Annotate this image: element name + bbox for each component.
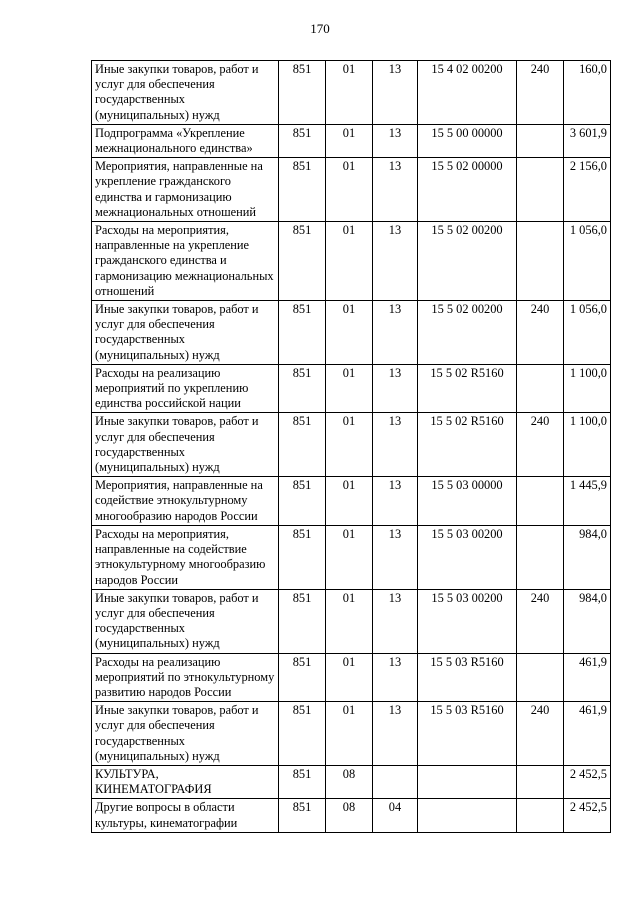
- cell-target-article: 15 4 02 00200: [418, 61, 517, 125]
- page-number: 170: [310, 21, 330, 36]
- cell-subsection: 13: [373, 589, 418, 653]
- cell-name: Мероприятия, направленные на укрепление гражданского единства и гармонизацию межнациональных отношений: [92, 158, 279, 222]
- cell-expense-type: 240: [517, 589, 564, 653]
- cell-grbs: 851: [279, 364, 326, 413]
- cell-section: 01: [326, 158, 373, 222]
- cell-amount: 1 100,0: [564, 413, 611, 477]
- cell-subsection: 04: [373, 799, 418, 832]
- cell-amount: 160,0: [564, 61, 611, 125]
- cell-section: 01: [326, 702, 373, 766]
- cell-subsection: 13: [373, 702, 418, 766]
- cell-amount: 2 452,5: [564, 799, 611, 832]
- cell-target-article: 15 5 03 00000: [418, 477, 517, 526]
- cell-subsection: 13: [373, 301, 418, 365]
- cell-target-article: 15 5 03 00200: [418, 525, 517, 589]
- cell-target-article: 15 5 03 R5160: [418, 653, 517, 702]
- table-row: [92, 799, 611, 832]
- cell-grbs: 851: [279, 799, 326, 832]
- cell-grbs: 851: [279, 765, 326, 798]
- table-row: [92, 61, 611, 125]
- cell-section: 01: [326, 525, 373, 589]
- cell-target-article: 15 5 02 R5160: [418, 413, 517, 477]
- cell-subsection: 13: [373, 364, 418, 413]
- cell-amount: 984,0: [564, 589, 611, 653]
- cell-subsection: 13: [373, 477, 418, 526]
- table-row: [92, 124, 611, 157]
- cell-name: Иные закупки товаров, работ и услуг для обеспечения государственных (муниципальных) нужд: [92, 61, 279, 125]
- cell-name: Иные закупки товаров, работ и услуг для обеспечения государственных (муниципальных) нужд: [92, 589, 279, 653]
- cell-amount: 461,9: [564, 702, 611, 766]
- budget-table: [91, 60, 611, 833]
- table-row: [92, 653, 611, 702]
- cell-subsection: [373, 765, 418, 798]
- cell-amount: 2 156,0: [564, 158, 611, 222]
- cell-subsection: 13: [373, 222, 418, 301]
- cell-section: 01: [326, 589, 373, 653]
- cell-subsection: 13: [373, 158, 418, 222]
- table-row: [92, 364, 611, 413]
- cell-name: Расходы на реализацию мероприятий по укреплению единства российской нации: [92, 364, 279, 413]
- cell-expense-type: [517, 364, 564, 413]
- cell-grbs: 851: [279, 413, 326, 477]
- cell-name: Расходы на мероприятия, направленные на содействие этнокультурному многообразию народов России: [92, 525, 279, 589]
- cell-expense-type: 240: [517, 413, 564, 477]
- cell-expense-type: [517, 477, 564, 526]
- cell-amount: 1 445,9: [564, 477, 611, 526]
- cell-section: 01: [326, 301, 373, 365]
- cell-expense-type: [517, 653, 564, 702]
- cell-grbs: 851: [279, 477, 326, 526]
- budget-table-body: [92, 61, 611, 833]
- cell-amount: 984,0: [564, 525, 611, 589]
- cell-grbs: 851: [279, 222, 326, 301]
- cell-target-article: 15 5 02 00200: [418, 301, 517, 365]
- cell-grbs: 851: [279, 525, 326, 589]
- cell-target-article: 15 5 03 R5160: [418, 702, 517, 766]
- cell-subsection: 13: [373, 413, 418, 477]
- table-row: [92, 477, 611, 526]
- cell-amount: 1 056,0: [564, 222, 611, 301]
- cell-section: 01: [326, 653, 373, 702]
- cell-subsection: 13: [373, 124, 418, 157]
- cell-subsection: 13: [373, 525, 418, 589]
- cell-name: Расходы на мероприятия, направленные на укрепление гражданского единства и гармонизацию межнациональных отношений: [92, 222, 279, 301]
- cell-section: 01: [326, 364, 373, 413]
- cell-name: Иные закупки товаров, работ и услуг для обеспечения государственных (муниципальных) нужд: [92, 301, 279, 365]
- table-row: [92, 413, 611, 477]
- cell-subsection: 13: [373, 653, 418, 702]
- cell-section: 08: [326, 765, 373, 798]
- table-row: [92, 525, 611, 589]
- cell-grbs: 851: [279, 589, 326, 653]
- cell-target-article: [418, 799, 517, 832]
- cell-section: 01: [326, 124, 373, 157]
- cell-amount: 1 056,0: [564, 301, 611, 365]
- table-row: [92, 222, 611, 301]
- cell-expense-type: [517, 799, 564, 832]
- cell-name: КУЛЬТУРА, КИНЕМАТОГРАФИЯ: [92, 765, 279, 798]
- cell-expense-type: 240: [517, 301, 564, 365]
- cell-expense-type: [517, 525, 564, 589]
- cell-target-article: 15 5 02 00200: [418, 222, 517, 301]
- cell-grbs: 851: [279, 702, 326, 766]
- cell-amount: 461,9: [564, 653, 611, 702]
- cell-amount: 1 100,0: [564, 364, 611, 413]
- cell-expense-type: [517, 158, 564, 222]
- cell-amount: 3 601,9: [564, 124, 611, 157]
- cell-section: 01: [326, 61, 373, 125]
- cell-grbs: 851: [279, 301, 326, 365]
- cell-target-article: 15 5 02 R5160: [418, 364, 517, 413]
- cell-name: Иные закупки товаров, работ и услуг для обеспечения государственных (муниципальных) нужд: [92, 702, 279, 766]
- cell-section: 01: [326, 413, 373, 477]
- cell-target-article: 15 5 00 00000: [418, 124, 517, 157]
- cell-amount: 2 452,5: [564, 765, 611, 798]
- cell-name: Подпрограмма «Укрепление межнационального единства»: [92, 124, 279, 157]
- cell-grbs: 851: [279, 653, 326, 702]
- cell-grbs: 851: [279, 158, 326, 222]
- table-row: [92, 301, 611, 365]
- cell-expense-type: [517, 765, 564, 798]
- cell-section: 01: [326, 222, 373, 301]
- cell-section: 08: [326, 799, 373, 832]
- cell-name: Мероприятия, направленные на содействие этнокультурному многообразию народов России: [92, 477, 279, 526]
- table-row: [92, 589, 611, 653]
- cell-name: Иные закупки товаров, работ и услуг для обеспечения государственных (муниципальных) нужд: [92, 413, 279, 477]
- cell-grbs: 851: [279, 124, 326, 157]
- cell-section: 01: [326, 477, 373, 526]
- table-row: [92, 158, 611, 222]
- table-row: [92, 765, 611, 798]
- cell-expense-type: [517, 222, 564, 301]
- cell-target-article: 15 5 03 00200: [418, 589, 517, 653]
- cell-subsection: 13: [373, 61, 418, 125]
- cell-target-article: 15 5 02 00000: [418, 158, 517, 222]
- cell-grbs: 851: [279, 61, 326, 125]
- table-row: [92, 702, 611, 766]
- cell-name: Расходы на реализацию мероприятий по этнокультурному развитию народов России: [92, 653, 279, 702]
- cell-expense-type: [517, 124, 564, 157]
- cell-target-article: [418, 765, 517, 798]
- cell-name: Другие вопросы в области культуры, кинематографии: [92, 799, 279, 832]
- cell-expense-type: 240: [517, 61, 564, 125]
- cell-expense-type: 240: [517, 702, 564, 766]
